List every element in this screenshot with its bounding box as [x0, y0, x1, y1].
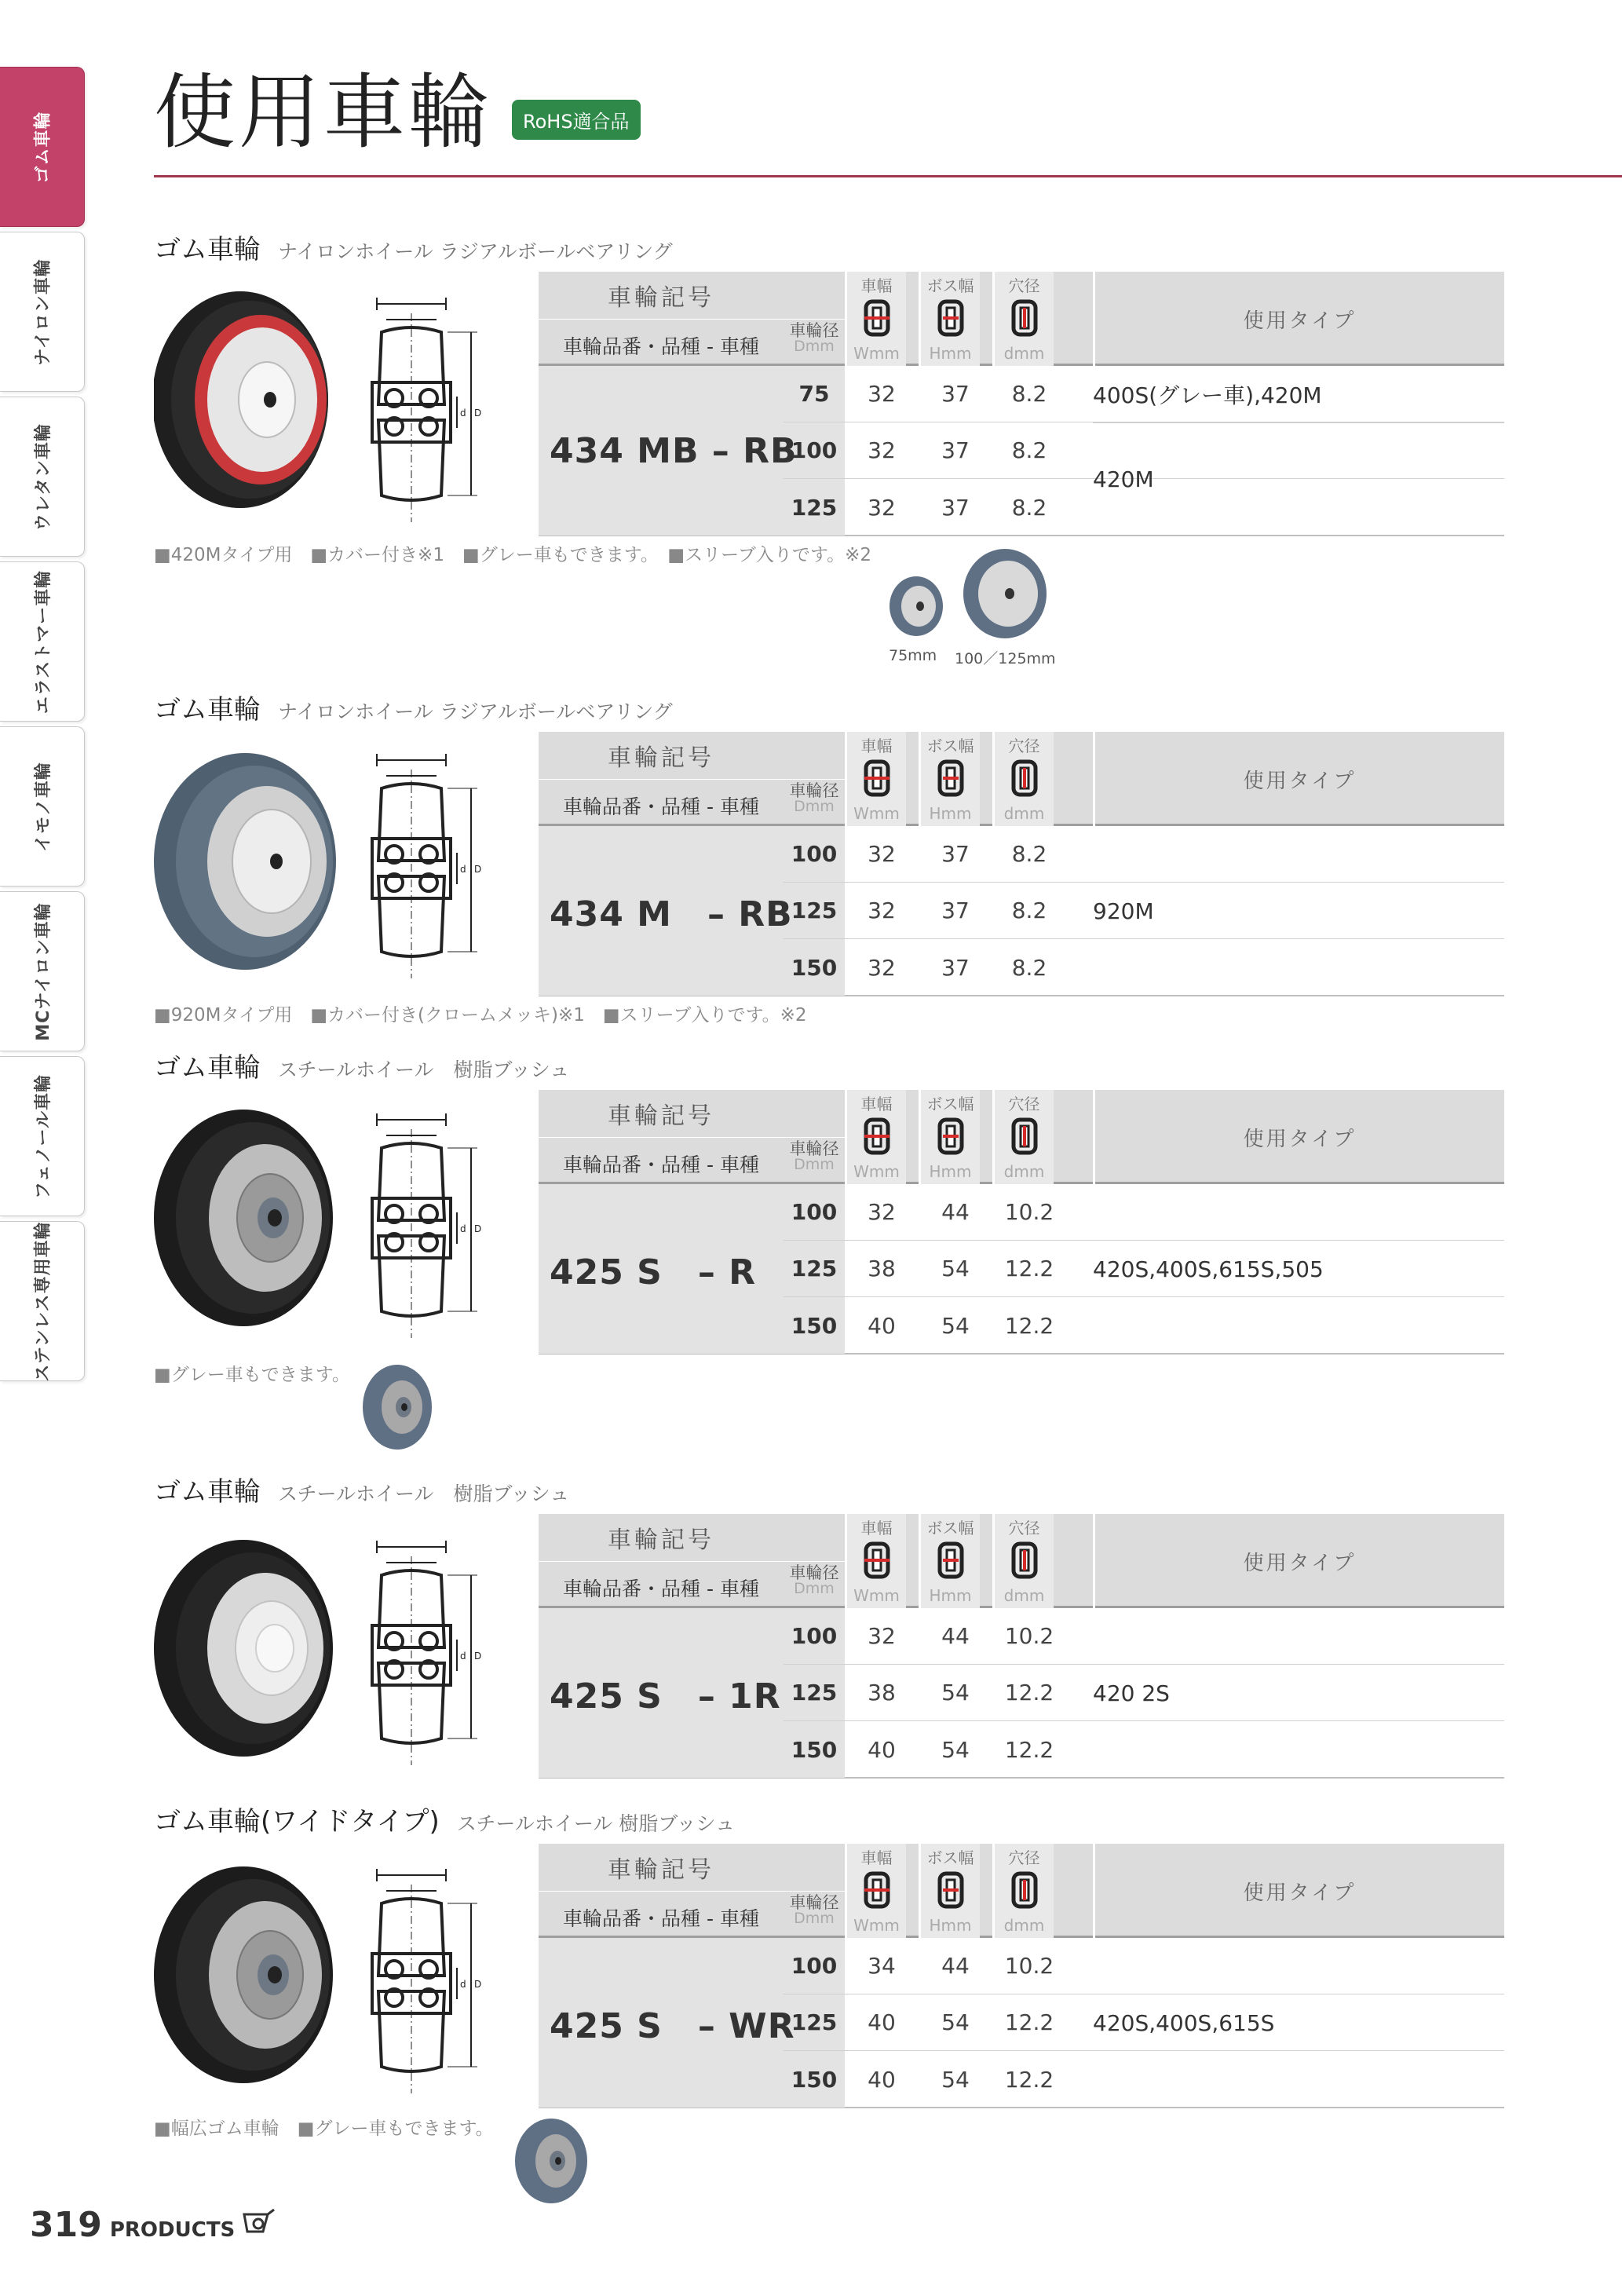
header-d-unit: Dmm — [794, 798, 835, 816]
header-code-title: 車輪記号 — [608, 1856, 714, 1884]
spec-table — [539, 1090, 1504, 1355]
cell-hole: 12.2 — [1004, 2066, 1054, 2093]
cell-diameter: 100 — [791, 1199, 838, 1225]
footer-label: PRODUCTS — [109, 2218, 236, 2242]
side-tab-label: ゴム車輪 — [33, 110, 53, 184]
width-icon — [861, 754, 893, 801]
hole-diameter-icon — [1009, 294, 1040, 341]
product-code: 434 MB – RB — [550, 430, 798, 471]
boss-width-icon — [935, 294, 966, 341]
use-type-divider — [1093, 422, 1504, 423]
header-code-title: 車輪記号 — [608, 744, 714, 772]
header-code-sub: 車輪品番・品種 - 車種 — [563, 1907, 759, 1930]
cell-diameter: 150 — [791, 954, 838, 981]
product-code: 434 M – RB — [550, 894, 793, 934]
cell-diameter: 100 — [791, 841, 838, 867]
side-tab-cast-iron[interactable] — [0, 726, 85, 887]
use-type-cell: 400S(グレー車),420M — [1093, 382, 1322, 408]
header-col-width — [845, 1090, 906, 1184]
header-use-type: 使用タイプ — [1093, 1844, 1504, 1938]
spec-table — [539, 1844, 1504, 2108]
side-tab-elastomer[interactable] — [0, 561, 85, 722]
dimension-diagram — [360, 294, 498, 530]
side-tab-label: ステンレス専用車輪 — [34, 1220, 54, 1382]
spec-table — [539, 272, 1504, 536]
header-code-sub: 車輪品番・品種 - 車種 — [563, 1153, 759, 1176]
header-h-unit: Hmm — [929, 344, 972, 363]
dimension-diagram — [360, 751, 498, 986]
cell-diameter: 150 — [791, 1312, 838, 1339]
header-w-label: 車幅 — [860, 1519, 893, 1537]
header-code-title: 車輪記号 — [608, 1526, 714, 1554]
use-type-cell: 420M — [1093, 466, 1154, 492]
side-tab-rubber[interactable] — [0, 67, 85, 227]
header-h-label: ボス幅 — [926, 1095, 974, 1113]
mini-wheel-caption: 75mm — [889, 647, 937, 664]
cell-hole: 8.2 — [1011, 437, 1047, 463]
header-d — [784, 1140, 845, 1173]
cell-boss: 44 — [941, 1953, 970, 1979]
section-heading — [154, 228, 673, 266]
width-icon — [861, 1866, 893, 1913]
wheel-section-1 — [154, 228, 1622, 683]
side-tab-label: フェノール車輪 — [34, 1073, 53, 1199]
cell-diameter: 125 — [791, 494, 838, 521]
cell-boss: 37 — [941, 841, 970, 867]
cell-boss: 54 — [941, 1256, 970, 1281]
header-col-width — [845, 1844, 906, 1938]
cell-width: 38 — [868, 1680, 896, 1706]
header-d-unit: Dmm — [794, 338, 835, 356]
table-header — [539, 1514, 1504, 1608]
section-title: ゴム車輪 — [154, 234, 261, 265]
side-tab-urethane[interactable] — [0, 397, 85, 557]
rohs-badge: RoHS適合品 — [512, 100, 641, 140]
header-code-sub: 車輪品番・品種 - 車種 — [563, 335, 759, 358]
header-code-title: 車輪記号 — [608, 284, 714, 312]
wheel-section-3 — [154, 1046, 1622, 1454]
cell-boss: 37 — [941, 898, 970, 923]
cell-boss: 54 — [941, 2066, 970, 2093]
cell-diameter: 125 — [791, 898, 838, 923]
cell-width: 40 — [868, 1312, 896, 1339]
cell-diameter: 100 — [791, 437, 838, 463]
cell-hole: 12.2 — [1004, 2009, 1054, 2035]
hole-diameter-icon — [1009, 1112, 1040, 1159]
side-tab-label: ウレタン車輪 — [34, 422, 53, 531]
header-col-boss — [919, 1090, 980, 1184]
cell-boss: 54 — [941, 1680, 970, 1706]
dimension-diagram — [360, 1110, 498, 1346]
cell-hole: 8.2 — [1011, 954, 1047, 981]
hole-diameter-icon — [1009, 1866, 1040, 1913]
hole-diameter-icon — [1009, 1536, 1040, 1583]
cell-width: 40 — [868, 2066, 896, 2093]
cell-width: 32 — [868, 841, 896, 867]
header-col-width — [845, 272, 906, 366]
section-title: ゴム車輪 — [154, 1476, 261, 1508]
cell-width: 32 — [868, 1623, 896, 1649]
section-subtitle: ナイロンホイール ラジアルボールベアリング — [278, 240, 673, 263]
product-code: 425 S – WR — [550, 2006, 795, 2046]
width-icon — [861, 294, 893, 341]
cell-width: 40 — [868, 2009, 896, 2035]
wheel-section-5 — [154, 1800, 1622, 2208]
cell-width: 32 — [868, 898, 896, 923]
side-tab-nylon[interactable] — [0, 232, 85, 392]
header-hole-unit: dmm — [1003, 804, 1045, 823]
header-hole-label: 穴径 — [1008, 1095, 1040, 1113]
header-w-label: 車幅 — [860, 276, 893, 295]
product-code: 425 S – R — [550, 1252, 757, 1292]
cell-diameter: 100 — [791, 1623, 838, 1649]
wheel-photo — [154, 1537, 336, 1759]
header-col-boss — [919, 272, 980, 366]
use-type-cell: 420 2S — [1093, 1680, 1170, 1706]
header-d — [784, 1564, 845, 1597]
header-use-type: 使用タイプ — [1093, 1514, 1504, 1608]
cell-hole: 8.2 — [1011, 381, 1047, 407]
cell-hole: 10.2 — [1004, 1623, 1054, 1649]
cell-boss: 37 — [941, 437, 970, 463]
cell-boss: 37 — [941, 381, 970, 407]
header-rule — [539, 1137, 845, 1138]
header-w-unit: Wmm — [853, 1586, 900, 1605]
product-code: 425 S – 1R — [550, 1676, 781, 1717]
cell-width: 32 — [868, 437, 896, 463]
use-type-cell: 420S,400S,615S — [1093, 2009, 1275, 2036]
side-tab-label: イモノ車輪 — [34, 761, 53, 852]
header-hole-unit: dmm — [1003, 344, 1045, 363]
cell-width: 40 — [868, 1736, 896, 1763]
cell-boss: 54 — [941, 1312, 970, 1339]
page-title: 使用車輪 — [154, 64, 494, 160]
cell-width: 34 — [868, 1953, 896, 1979]
width-icon — [861, 1112, 893, 1159]
header-use-type: 使用タイプ — [1093, 1090, 1504, 1184]
section-subtitle: ナイロンホイール ラジアルボールベアリング — [278, 700, 673, 723]
cell-hole: 12.2 — [1004, 1736, 1054, 1763]
header-rule — [539, 1891, 845, 1892]
mini-wheel-caption: 100／125mm — [955, 650, 1056, 667]
header-hole-unit: dmm — [1003, 1916, 1045, 1935]
header-rule — [539, 1561, 845, 1562]
header-col-width — [845, 1514, 906, 1608]
header-w-label: 車幅 — [860, 737, 893, 755]
cell-diameter: 150 — [791, 2066, 838, 2093]
table-header — [539, 732, 1504, 826]
header-use-type: 使用タイプ — [1093, 732, 1504, 826]
header-w-label: 車幅 — [860, 1095, 893, 1113]
use-type-cell: 920M — [1093, 898, 1154, 924]
section-heading — [154, 688, 673, 726]
header-col-width — [845, 732, 906, 826]
boss-width-icon — [935, 1866, 966, 1913]
cell-hole: 12.2 — [1004, 1312, 1054, 1339]
wheel-photo — [154, 1864, 336, 2086]
header-w-unit: Wmm — [853, 804, 900, 823]
header-rule — [539, 779, 845, 780]
cell-hole: 12.2 — [1004, 1256, 1054, 1281]
spec-table — [539, 732, 1504, 996]
section-title: ゴム車輪(ワイドタイプ) — [154, 1806, 440, 1837]
header-code-sub: 車輪品番・品種 - 車種 — [563, 1578, 759, 1600]
header-w-unit: Wmm — [853, 344, 900, 363]
wheel-photo — [154, 751, 336, 972]
cell-diameter: 125 — [791, 2009, 838, 2035]
header-code-title: 車輪記号 — [608, 1102, 714, 1130]
section-title: ゴム車輪 — [154, 1052, 261, 1084]
cell-boss: 37 — [941, 494, 970, 521]
header-h-label: ボス幅 — [926, 1519, 974, 1537]
header-h-unit: Hmm — [929, 1586, 972, 1605]
cell-width: 32 — [868, 1199, 896, 1225]
header-col-hole — [992, 1514, 1054, 1608]
table-header — [539, 272, 1504, 366]
header-hole-label: 穴径 — [1008, 276, 1040, 295]
header-d-unit: Dmm — [794, 1580, 835, 1598]
section-note: ■幅広ゴム車輪 ■グレー車もできます。 — [154, 2119, 494, 2139]
wheel-photo — [154, 1107, 336, 1329]
side-tab-label: MCナイロン車輪 — [34, 901, 53, 1041]
section-title: ゴム車輪 — [154, 694, 261, 726]
header-h-unit: Hmm — [929, 804, 972, 823]
page-number — [30, 2205, 276, 2245]
cell-diameter: 125 — [791, 1256, 838, 1281]
wheel-section-4 — [154, 1470, 1622, 1784]
header-d-label: 車輪径 — [789, 1139, 839, 1158]
header-h-label: ボス幅 — [926, 737, 974, 755]
dimension-diagram — [360, 1866, 498, 2101]
section-subtitle: スチールホイール 樹脂ブッシュ — [278, 1483, 570, 1505]
header-d-label: 車輪径 — [789, 1893, 839, 1912]
header-h-unit: Hmm — [929, 1162, 972, 1181]
title-rule — [154, 175, 1622, 177]
hole-diameter-icon — [1009, 754, 1040, 801]
header-d-label: 車輪径 — [789, 321, 839, 340]
boss-width-icon — [935, 1112, 966, 1159]
header-col-boss — [919, 732, 980, 826]
cell-width: 32 — [868, 381, 896, 407]
header-d-label: 車輪径 — [789, 781, 839, 800]
header-hole-label: 穴径 — [1008, 1848, 1040, 1867]
cell-diameter: 75 — [798, 381, 830, 407]
cell-boss: 54 — [941, 2009, 970, 2035]
side-tab-mc-nylon[interactable] — [0, 891, 85, 1051]
section-heading — [154, 1800, 735, 1838]
header-use-type: 使用タイプ — [1093, 272, 1504, 366]
cell-hole: 10.2 — [1004, 1199, 1054, 1225]
dimension-diagram — [360, 1537, 498, 1773]
header-w-label: 車幅 — [860, 1848, 893, 1867]
cell-boss: 54 — [941, 1736, 970, 1763]
header-d — [784, 322, 845, 355]
header-d-unit: Dmm — [794, 1910, 835, 1928]
mini-wheel-100-125 — [961, 547, 1049, 641]
caster-logo-icon — [239, 2208, 276, 2236]
side-tab-stainless[interactable] — [0, 1221, 85, 1381]
header-code-sub: 車輪品番・品種 - 車種 — [563, 795, 759, 818]
cell-boss: 44 — [941, 1199, 970, 1225]
mini-wheel-75 — [887, 575, 945, 638]
header-d-label: 車輪径 — [789, 1563, 839, 1582]
header-d — [784, 1894, 845, 1927]
section-heading — [154, 1470, 569, 1508]
use-type-cell: 420S,400S,615S,505 — [1093, 1256, 1324, 1282]
wheel-section-2 — [154, 688, 1622, 1033]
header-col-hole — [992, 1090, 1054, 1184]
cell-diameter: 100 — [791, 1953, 838, 1979]
cell-hole: 8.2 — [1011, 841, 1047, 867]
section-subtitle: スチールホイール 樹脂ブッシュ — [278, 1058, 570, 1081]
section-note: ■920Mタイプ用 ■カバー付き(クロームメッキ)※1 ■スリーブ入りです。※2 — [154, 1005, 807, 1026]
cell-boss: 37 — [941, 954, 970, 981]
cell-boss: 44 — [941, 1623, 970, 1649]
spec-table — [539, 1514, 1504, 1779]
header-col-hole — [992, 732, 1054, 826]
cell-width: 32 — [868, 494, 896, 521]
section-subtitle: スチールホイール 樹脂ブッシュ — [456, 1812, 736, 1835]
header-d-unit: Dmm — [794, 1156, 835, 1174]
cell-diameter: 125 — [791, 1680, 838, 1706]
cell-hole: 8.2 — [1011, 898, 1047, 923]
table-header — [539, 1844, 1504, 1938]
header-w-unit: Wmm — [853, 1162, 900, 1181]
header-col-hole — [992, 1844, 1054, 1938]
section-note: ■420Mタイプ用 ■カバー付き※1 ■グレー車もできます。 ■スリーブ入りです。※2 — [154, 545, 871, 565]
boss-width-icon — [935, 754, 966, 801]
section-note: ■グレー車もできます。 — [154, 1365, 350, 1385]
header-w-unit: Wmm — [853, 1916, 900, 1935]
header-d — [784, 782, 845, 815]
header-col-boss — [919, 1514, 980, 1608]
header-h-unit: Hmm — [929, 1916, 972, 1935]
table-header — [539, 1090, 1504, 1184]
cell-width: 32 — [868, 954, 896, 981]
cell-hole: 8.2 — [1011, 494, 1047, 521]
header-h-label: ボス幅 — [926, 1848, 974, 1867]
mini-wheel-grey — [513, 2117, 589, 2205]
header-hole-unit: dmm — [1003, 1162, 1045, 1181]
mini-wheel-grey — [361, 1363, 433, 1451]
header-hole-label: 穴径 — [1008, 1519, 1040, 1537]
side-tab-label: ナイロン車輪 — [34, 258, 53, 366]
width-icon — [861, 1536, 893, 1583]
side-tab-label: エラストマー車輪 — [34, 569, 53, 714]
boss-width-icon — [935, 1536, 966, 1583]
section-heading — [154, 1046, 569, 1084]
cell-diameter: 150 — [791, 1736, 838, 1763]
cell-hole: 10.2 — [1004, 1953, 1054, 1979]
header-col-hole — [992, 272, 1054, 366]
cell-hole: 12.2 — [1004, 1680, 1054, 1706]
header-col-boss — [919, 1844, 980, 1938]
cell-width: 38 — [868, 1256, 896, 1281]
header-h-label: ボス幅 — [926, 276, 974, 295]
header-rule — [539, 319, 845, 320]
header-hole-label: 穴径 — [1008, 737, 1040, 755]
header-hole-unit: dmm — [1003, 1586, 1045, 1605]
side-tab-phenol[interactable] — [0, 1056, 85, 1216]
wheel-photo — [154, 289, 336, 510]
page-number-value: 319 — [30, 2205, 102, 2245]
